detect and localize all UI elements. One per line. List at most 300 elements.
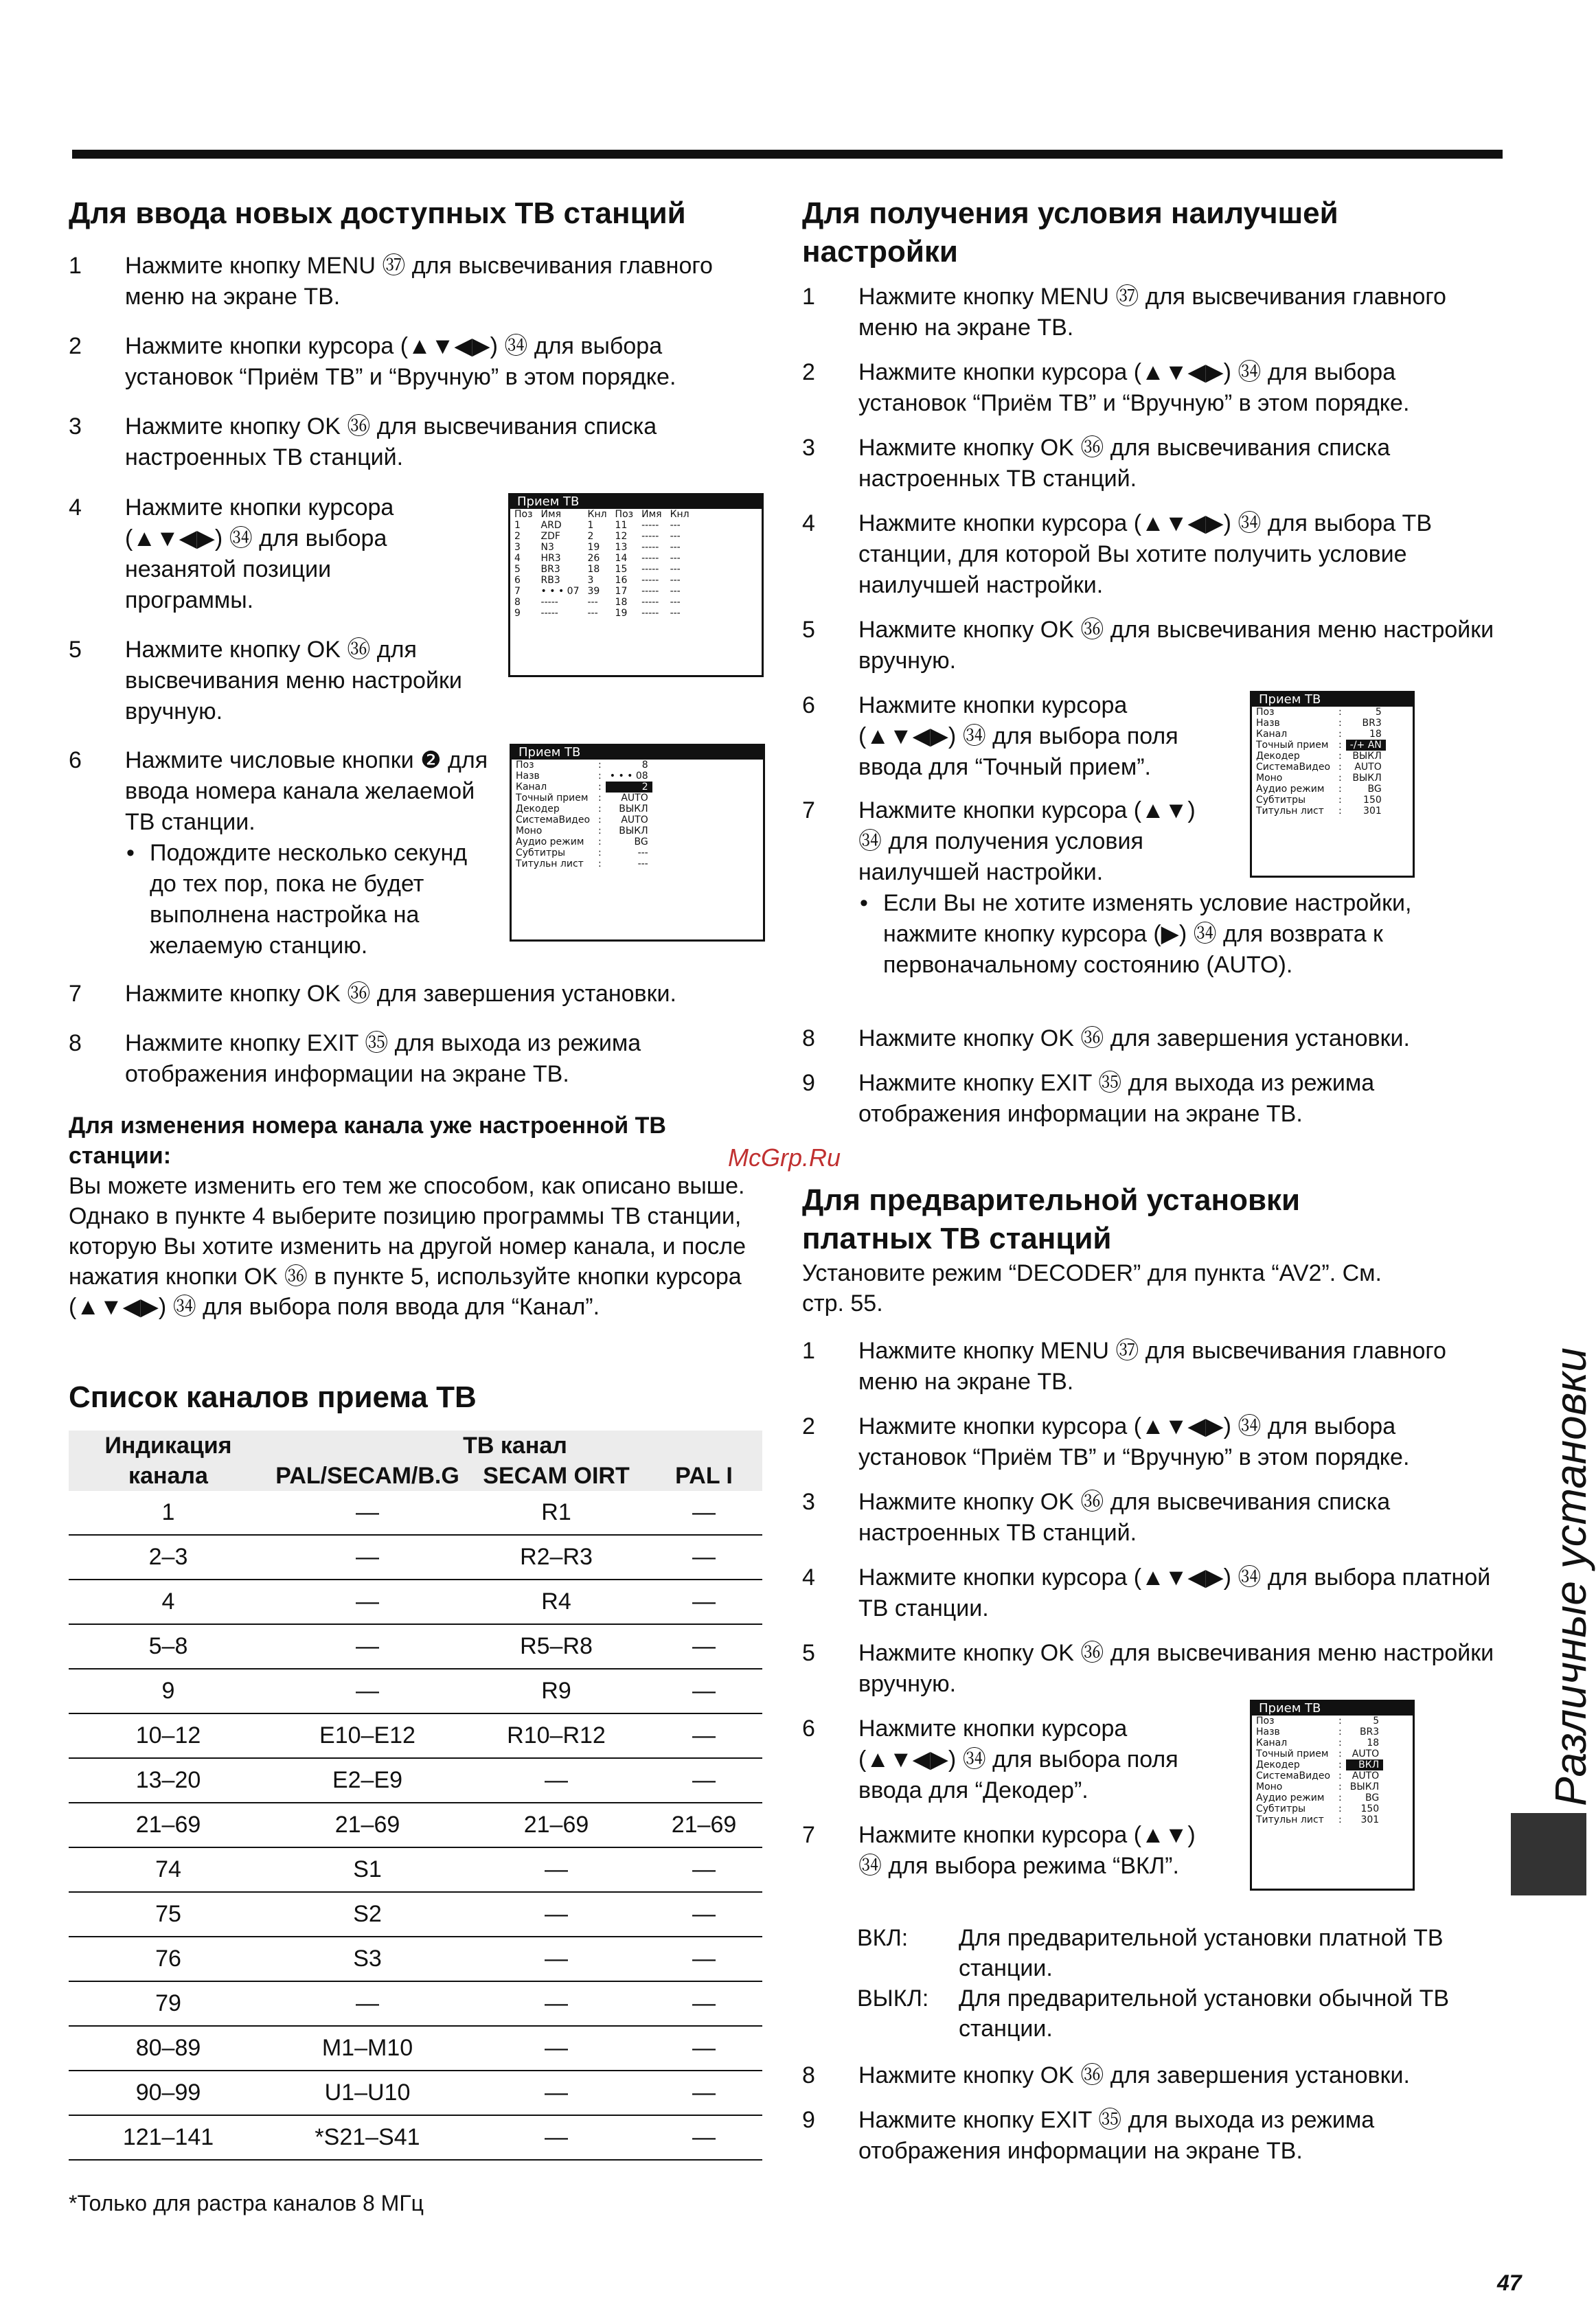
table-cell: *S21–S41 xyxy=(268,2115,467,2160)
table-cell: — xyxy=(646,2115,762,2160)
osd-row xyxy=(512,825,652,836)
osd-value: ВЫКЛ xyxy=(619,825,648,836)
osd-sep: : xyxy=(1338,751,1342,762)
osd-cell: ZDF xyxy=(540,531,560,542)
osd-label: Субтитры xyxy=(1256,1803,1306,1814)
osd-sep: : xyxy=(1338,1781,1342,1792)
osd-value: BG xyxy=(1365,1792,1380,1803)
step-text: Нажмите кнопку OK ㊱ для высвечивания списка настроенных ТВ станций. xyxy=(125,413,657,470)
table-cell: — xyxy=(646,1937,762,1981)
right-step-9 xyxy=(802,1068,1503,1130)
table-cell: 21–69 xyxy=(646,1803,762,1847)
osd-label: Декодер xyxy=(516,804,560,814)
pay-step-4 xyxy=(802,1562,1503,1624)
osd-cell: 1 xyxy=(514,520,521,531)
osd-cell: RB3 xyxy=(540,575,560,586)
table-cell: R2–R3 xyxy=(467,1535,646,1580)
osd-value: 150 xyxy=(1360,1803,1380,1814)
table-cell: 121–141 xyxy=(69,2115,268,2160)
osd-sep: : xyxy=(598,814,602,825)
osd-label: Точный прием xyxy=(1256,740,1329,751)
osd-cell: --- xyxy=(670,608,681,619)
right-step-8 xyxy=(802,1023,1503,1054)
table-cell: — xyxy=(268,1491,467,1535)
osd-value: BR3 xyxy=(1362,718,1382,729)
right-step-3 xyxy=(802,433,1503,494)
osd-cell: ----- xyxy=(641,531,659,542)
table-cell: 10–12 xyxy=(69,1713,268,1758)
step-text: Нажмите кнопку OK ㊱ для высвечивания меню настройки вручную. xyxy=(125,637,462,725)
left-step-8 xyxy=(69,1028,755,1090)
left-section-title: Для ввода новых доступных ТВ станций xyxy=(69,196,686,230)
table-cell: M1–M10 xyxy=(268,2026,467,2071)
pay-step-5 xyxy=(802,1638,1503,1700)
step-number: 2 xyxy=(802,1413,815,1439)
osd-sep: : xyxy=(1338,784,1342,795)
osd-cell: 13 xyxy=(615,542,628,553)
osd-sep: : xyxy=(1338,773,1342,784)
table-cell: 79 xyxy=(69,1981,268,2026)
change-channel-heading: Для изменения номера канала уже настроенной ТВ станции: xyxy=(69,1113,666,1169)
step-number: 1 xyxy=(802,284,815,310)
table-cell: — xyxy=(646,1535,762,1580)
pay-step-1 xyxy=(802,1336,1503,1398)
osd-title: Прием ТВ xyxy=(512,746,763,760)
table-row xyxy=(69,1803,762,1847)
table-row xyxy=(69,1892,762,1937)
table-cell: E2–E9 xyxy=(268,1758,467,1803)
osd-sep: : xyxy=(1338,1727,1342,1737)
osd-value: AUTO xyxy=(1354,762,1382,773)
osd-sep: : xyxy=(1338,707,1342,718)
table-cell: R9 xyxy=(467,1669,646,1713)
osd-cell: ----- xyxy=(540,608,558,619)
side-tab-block xyxy=(1511,1813,1586,1895)
osd-label: Канал xyxy=(516,782,547,793)
step-number: 7 xyxy=(802,797,815,823)
osd-cell: 9 xyxy=(514,608,521,619)
osd-cell: BR3 xyxy=(540,564,560,575)
step-text: Нажмите числовые кнопки ❷ для ввода номера канала желаемой ТВ станции. xyxy=(125,747,488,835)
right-step-4 xyxy=(802,508,1503,601)
osd-label: Канал xyxy=(1256,729,1288,740)
osd-row xyxy=(510,531,694,542)
osd-manual-table xyxy=(512,760,652,869)
osd-sep: : xyxy=(1338,740,1342,751)
osd-label: Декодер xyxy=(1256,751,1300,762)
osd-cell: --- xyxy=(670,586,681,597)
osd-cell: ----- xyxy=(641,520,659,531)
step-text: Нажмите кнопку OK ㊱ для завершения установки. xyxy=(125,981,676,1007)
step-text: Нажмите кнопки курсора (▲▼◀▶) ㉞ для выбора поля ввода для “Декодер”. xyxy=(858,1716,1178,1803)
osd-row xyxy=(1252,1781,1383,1792)
osd-cell: 8 xyxy=(514,597,521,608)
osd-label: Титульн лист xyxy=(1256,1814,1324,1825)
osd-cell: 26 xyxy=(587,553,600,564)
step-text: Нажмите кнопку MENU ㊲ для высвечивания главного меню на экране ТВ. xyxy=(125,253,713,310)
table-cell: — xyxy=(268,1580,467,1624)
osd-cell: 18 xyxy=(615,597,628,608)
osd-sep: : xyxy=(598,825,602,836)
osd-row xyxy=(512,804,652,814)
table-cell: 76 xyxy=(69,1937,268,1981)
osd-header-cell: Поз xyxy=(615,509,634,520)
osd-cell: --- xyxy=(670,520,681,531)
osd-label: Назв xyxy=(1256,718,1280,729)
osd-value: AUTO xyxy=(621,814,648,825)
osd-label: Моно xyxy=(516,825,543,836)
osd-cell: 19 xyxy=(587,542,600,553)
step-number: 1 xyxy=(802,1338,815,1364)
step-7-note: • Если Вы не хотите изменять условие настройки, нажмите кнопку курсора (▶) ㉞ для возврата к первоначальному состоянию (AUTO). xyxy=(858,888,1503,981)
osd-header-cell: Кнл xyxy=(670,509,689,520)
table-row xyxy=(69,1847,762,1892)
table-cell: 5–8 xyxy=(69,1624,268,1669)
osd-row xyxy=(510,564,694,575)
table-cell: — xyxy=(646,1847,762,1892)
option-on-text: Для предварительной установки платной ТВ станции. xyxy=(959,1925,1444,1981)
osd-value: BG xyxy=(1367,784,1382,795)
osd-row xyxy=(1252,762,1386,773)
osd-row xyxy=(510,553,694,564)
table-row xyxy=(69,1535,762,1580)
osd-label: СистемаВидео xyxy=(1256,1770,1331,1781)
table-cell: 1 xyxy=(69,1491,268,1535)
table-cell: R10–R12 xyxy=(467,1713,646,1758)
osd-cell: 3 xyxy=(587,575,594,586)
step-text: Нажмите кнопку OK ㊱ для высвечивания списка настроенных ТВ станций. xyxy=(858,435,1391,492)
table-cell: — xyxy=(646,1713,762,1758)
osd-value: -/+ AN xyxy=(1346,740,1386,751)
osd-value: 5 xyxy=(1373,1716,1380,1727)
table-row xyxy=(69,1981,762,2026)
table-cell: 4 xyxy=(69,1580,268,1624)
left-section-title-wrap xyxy=(69,194,766,233)
step-text: Нажмите кнопку MENU ㊲ для высвечивания главного меню на экране ТВ. xyxy=(858,284,1446,341)
osd-sep: : xyxy=(598,771,602,782)
table-cell: S2 xyxy=(268,1892,467,1937)
osd-row xyxy=(510,542,694,553)
osd-cell: 2 xyxy=(514,531,521,542)
osd-label: Поз xyxy=(1256,707,1275,718)
osd-sep: : xyxy=(598,782,602,793)
left-step-7 xyxy=(69,979,755,1010)
step-text: Нажмите кнопки курсора (▲▼◀▶) ㉞ для выбора установок “Приём ТВ” и “Вручную” в этом порядке. xyxy=(858,1413,1410,1470)
osd-row xyxy=(1252,795,1386,806)
step-number: 3 xyxy=(69,413,82,440)
table-cell: — xyxy=(646,1580,762,1624)
osd-row xyxy=(1252,718,1386,729)
osd-cell: ----- xyxy=(641,564,659,575)
step-number: 6 xyxy=(802,1716,815,1742)
osd-sep: : xyxy=(1338,795,1342,806)
table-cell: — xyxy=(268,1981,467,2026)
right-section2-title: Для предварительной установки платных ТВ станций xyxy=(802,1183,1301,1255)
osd-sep: : xyxy=(1338,1792,1342,1803)
osd-row xyxy=(1252,1814,1383,1825)
osd-label: Аудио режим xyxy=(516,836,584,847)
osd-cell: • • • 07 xyxy=(540,586,580,597)
table-cell: 21–69 xyxy=(69,1803,268,1847)
table-cell: U1–U10 xyxy=(268,2071,467,2115)
osd-value: ВЫКЛ xyxy=(1352,751,1382,762)
osd-label: СистемаВидео xyxy=(1256,762,1331,773)
osd-row xyxy=(512,858,652,869)
table-cell: — xyxy=(467,1937,646,1981)
table-cell: 74 xyxy=(69,1847,268,1892)
osd-row xyxy=(1252,1792,1383,1803)
osd-value: AUTO xyxy=(1352,1770,1380,1781)
osd-cell: 16 xyxy=(615,575,628,586)
col-secam-oirt: SECAM OIRT xyxy=(467,1461,646,1491)
table-row xyxy=(69,2115,762,2160)
osd-sep: : xyxy=(1338,1716,1342,1727)
osd-cell: 12 xyxy=(615,531,628,542)
osd-decoder xyxy=(1250,1700,1415,1891)
osd-row xyxy=(1252,1727,1383,1737)
change-channel-text: Вы можете изменить его тем же способом, как описано выше. Однако в пункте 4 выберите позицию программы ТВ станции, которую Вы хотите изменить на другой номер канала, и после нажатия кнопки OK ㊱ в пункте 5, используйте кнопки курсора (▲▼◀▶) ㉞ для выбора поля ввода для “Канал”. xyxy=(69,1173,746,1320)
col-pal-i: PAL I xyxy=(646,1461,762,1491)
osd-row xyxy=(1252,751,1386,762)
osd-fine-tuning xyxy=(1250,691,1415,878)
osd-cell: ----- xyxy=(641,553,659,564)
step-number: 8 xyxy=(802,2062,815,2088)
right-step-1 xyxy=(802,282,1503,343)
step-6-note: • Подождите несколько секунд до тех пор, пока не будет выполнена настройка на желаемую станцию. xyxy=(125,838,494,961)
step-number: 7 xyxy=(802,1822,815,1848)
right-step-5 xyxy=(802,615,1503,676)
osd-sep: : xyxy=(1338,1814,1342,1825)
table-cell: 2–3 xyxy=(69,1535,268,1580)
osd-row xyxy=(512,793,652,804)
table-cell: — xyxy=(646,1624,762,1669)
osd-value: 301 xyxy=(1360,1814,1380,1825)
right-section2-title-wrap xyxy=(802,1181,1420,1319)
step-number: 6 xyxy=(802,692,815,718)
osd-cell: --- xyxy=(587,597,598,608)
osd-header-cell: Кнл xyxy=(587,509,607,520)
osd-title: Прием ТВ xyxy=(1252,1702,1413,1716)
osd-cell: 1 xyxy=(587,520,594,531)
osd-value: 5 xyxy=(1375,707,1382,718)
osd-row xyxy=(1252,784,1386,795)
table-cell: S1 xyxy=(268,1847,467,1892)
table-cell: — xyxy=(268,1535,467,1580)
osd-cell: --- xyxy=(587,608,598,619)
table-cell: 13–20 xyxy=(69,1758,268,1803)
osd-row xyxy=(1252,773,1386,784)
osd-label: Точный прием xyxy=(1256,1748,1329,1759)
osd-row xyxy=(1252,729,1386,740)
table-row xyxy=(69,2026,762,2071)
osd-header-cell: Имя xyxy=(540,509,562,520)
osd-value: AUTO xyxy=(1352,1748,1380,1759)
osd-title: Прием ТВ xyxy=(1252,693,1413,707)
osd-cell: --- xyxy=(670,575,681,586)
osd-label: Назв xyxy=(516,771,540,782)
watermark: McGrp.Ru xyxy=(728,1143,841,1172)
osd-value: BG xyxy=(634,836,648,847)
table-row xyxy=(69,1758,762,1803)
osd-label: Точный прием xyxy=(516,793,589,804)
osd-cell: ----- xyxy=(641,608,659,619)
osd-sep: : xyxy=(1338,762,1342,773)
channel-list-title-wrap xyxy=(69,1378,766,1417)
table-cell: — xyxy=(646,1491,762,1535)
osd-manual-table xyxy=(1252,707,1386,817)
osd-cell: 3 xyxy=(514,542,521,553)
table-cell: — xyxy=(268,1669,467,1713)
osd-cell: ----- xyxy=(540,597,558,608)
pay-step-8 xyxy=(802,2060,1503,2091)
step-number: 8 xyxy=(69,1030,82,1056)
osd-row xyxy=(512,814,652,825)
col-indication: Индикация канала xyxy=(69,1431,268,1491)
table-row xyxy=(69,1713,762,1758)
step-number: 5 xyxy=(802,1640,815,1666)
left-step-5 xyxy=(69,635,481,727)
osd-cell: ----- xyxy=(641,575,659,586)
osd-row xyxy=(510,597,694,608)
step-text: Нажмите кнопку EXIT ㉟ для выхода из режима отображения информации на экране ТВ. xyxy=(858,2107,1375,2164)
step-number: 3 xyxy=(802,1489,815,1515)
step-number: 7 xyxy=(69,981,82,1007)
left-step-6 xyxy=(69,745,494,961)
osd-cell: --- xyxy=(670,597,681,608)
osd-cell: --- xyxy=(670,542,681,553)
osd-row xyxy=(512,847,652,858)
step-text: Нажмите кнопки курсора (▲▼◀▶) ㉞ для выбора платной ТВ станции. xyxy=(858,1564,1491,1621)
osd-value: 301 xyxy=(1363,806,1382,817)
osd-header-cell: Имя xyxy=(641,509,662,520)
table-row xyxy=(69,1580,762,1624)
osd-value: ВЫКЛ xyxy=(1349,1781,1380,1792)
osd-cell: 6 xyxy=(514,575,521,586)
osd-sep: : xyxy=(598,836,602,847)
table-cell: — xyxy=(467,2071,646,2115)
osd-title: Прием ТВ xyxy=(510,495,762,509)
table-row xyxy=(69,1937,762,1981)
osd-value: 18 xyxy=(1369,729,1382,740)
step-text: Нажмите кнопки курсора (▲▼) ㉞ для получения условия наилучшей настройки. xyxy=(858,797,1196,885)
osd-cell: 4 xyxy=(514,553,521,564)
osd-sep: : xyxy=(1338,1737,1342,1748)
osd-cell: 19 xyxy=(615,608,628,619)
left-step-2 xyxy=(69,331,755,393)
table-cell: 21–69 xyxy=(467,1803,646,1847)
step-number: 1 xyxy=(69,253,82,279)
table-cell: — xyxy=(467,2026,646,2071)
pay-step-2 xyxy=(802,1411,1503,1473)
osd-cell: ----- xyxy=(641,542,659,553)
table-cell: — xyxy=(646,1892,762,1937)
right-step-2 xyxy=(802,357,1503,419)
page-number: 47 xyxy=(1497,2270,1522,2295)
osd-sep: : xyxy=(598,793,602,804)
osd-label: Поз xyxy=(516,760,534,771)
osd-value: ВЫКЛ xyxy=(619,804,648,814)
top-rule xyxy=(72,150,1503,159)
step-text: Нажмите кнопку OK ㊱ для высвечивания списка настроенных ТВ станций. xyxy=(858,1489,1391,1546)
osd-label: Декодер xyxy=(1256,1759,1300,1770)
channel-table xyxy=(69,1431,762,2161)
osd-label: Назв xyxy=(1256,1727,1280,1737)
table-cell: — xyxy=(467,1758,646,1803)
step-text: Нажмите кнопки курсора (▲▼◀▶) ㉞ для выбора ТВ станции, для которой Вы хотите получить условие наилучшей настройки. xyxy=(858,510,1433,598)
osd-row xyxy=(1252,740,1386,751)
osd-cell: ----- xyxy=(641,586,659,597)
osd-manual-table xyxy=(1252,1716,1383,1825)
step-number: 9 xyxy=(802,2107,815,2133)
right-section-title: Для получения условия наилучшей настройки xyxy=(802,196,1338,269)
osd-header-cell: Поз xyxy=(514,509,533,520)
table-cell: — xyxy=(467,1847,646,1892)
option-on-label: ВКЛ: xyxy=(857,1925,909,1951)
table-row xyxy=(69,1624,762,1669)
osd-label: Субтитры xyxy=(1256,795,1306,806)
osd-value: ВКЛ xyxy=(1346,1759,1383,1770)
step-text: Нажмите кнопку MENU ㊲ для высвечивания главного меню на экране ТВ. xyxy=(858,1338,1446,1395)
step-text: Нажмите кнопку OK ㊱ для завершения установки. xyxy=(858,1025,1410,1051)
table-cell: R1 xyxy=(467,1491,646,1535)
osd-label: Моно xyxy=(1256,1781,1283,1792)
step-text: Нажмите кнопки курсора (▲▼) ㉞ для выбора режима “ВКЛ”. xyxy=(858,1822,1196,1879)
table-cell: — xyxy=(467,1892,646,1937)
table-footnote: *Только для растра каналов 8 МГц xyxy=(69,2191,424,2215)
osd-label: Поз xyxy=(1256,1716,1275,1727)
osd-sep: : xyxy=(1338,718,1342,729)
osd-cell: 18 xyxy=(587,564,600,575)
table-cell: 21–69 xyxy=(268,1803,467,1847)
osd-cell: ARD xyxy=(540,520,562,531)
osd-cell: --- xyxy=(670,531,681,542)
osd-sep: : xyxy=(1338,806,1342,817)
osd-value: ВЫКЛ xyxy=(1352,773,1382,784)
table-cell: R5–R8 xyxy=(467,1624,646,1669)
step-text: Нажмите кнопку OK ㊱ для завершения установки. xyxy=(858,2062,1410,2088)
osd-row xyxy=(510,586,694,597)
table-cell: — xyxy=(646,2071,762,2115)
osd-row xyxy=(1252,1716,1383,1727)
step-text: Нажмите кнопку OK ㊱ для высвечивания меню настройки вручную. xyxy=(858,1640,1494,1697)
osd-sep: : xyxy=(1338,1770,1342,1781)
osd-sep: : xyxy=(598,804,602,814)
osd-cell: ----- xyxy=(641,597,659,608)
osd-sep: : xyxy=(598,847,602,858)
table-cell: — xyxy=(646,1669,762,1713)
side-section-label: Различные установки xyxy=(1546,1347,1595,1806)
step-number: 4 xyxy=(802,510,815,536)
step-text: Нажмите кнопки курсора (▲▼◀▶) ㉞ для выбора незанятой позиции программы. xyxy=(125,494,394,613)
osd-cell: 15 xyxy=(615,564,628,575)
osd-label: Канал xyxy=(1256,1737,1288,1748)
osd-cell: 2 xyxy=(587,531,594,542)
step-text: Нажмите кнопку EXIT ㉟ для выхода из режима отображения информации на экране ТВ. xyxy=(125,1030,641,1087)
table-cell: E10–E12 xyxy=(268,1713,467,1758)
osd-label: Титульн лист xyxy=(1256,806,1324,817)
table-cell: 9 xyxy=(69,1669,268,1713)
step-number: 2 xyxy=(802,359,815,385)
step-text: Нажмите кнопку OK ㊱ для высвечивания меню настройки вручную. xyxy=(858,617,1494,674)
channel-table-body xyxy=(69,1491,762,2160)
step-number: 3 xyxy=(802,435,815,461)
osd-label: Моно xyxy=(1256,773,1283,784)
osd-value: • • • 08 xyxy=(609,771,648,782)
step-number: 2 xyxy=(69,333,82,359)
section2-intro: Установите режим “DECODER” для пункта “AV2”. См. стр. 55. xyxy=(802,1260,1382,1317)
osd-cell: 11 xyxy=(615,520,628,531)
table-cell: — xyxy=(268,1624,467,1669)
